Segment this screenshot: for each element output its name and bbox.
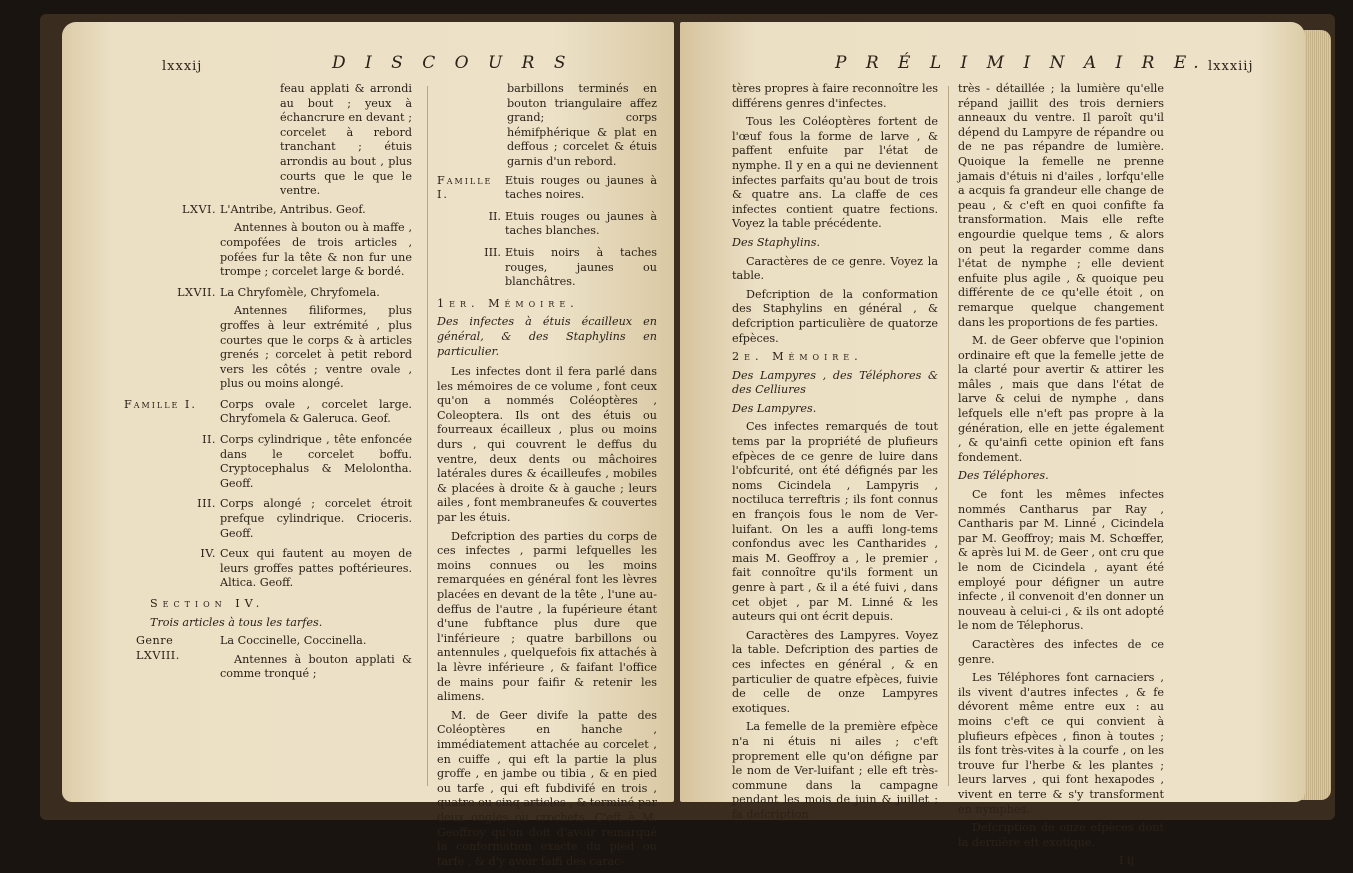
- paragraph: Caractères des infectes de ce genre.: [958, 637, 1164, 666]
- subheading: Des Staphylins.: [732, 235, 821, 249]
- paragraph: Tous les Coléoptères fortent de l'œuf fous la forme de larve , & paffent enfuite par l'état de nymphe. Il y en a qui ne deviennent infectes parfaits qu'au bout de trois & quatre ans. La claffe de ces infectes contient quatre fections. Voyez la table précédente.: [732, 115, 938, 231]
- paragraph: Defcription de la conformation des Staphylins en général , & defcription particulière de quatorze efpèces.: [732, 287, 938, 345]
- paragraph: Les infectes dont il fera parlé dans les mémoires de ce volume , font ceux qu'on a nommés Coléoptères , Coleoptera. Ils ont des étuis ou fourreaux écailleux , plus ou moins durs , qui couvrent le deffus du ventre, deux dents ou mâchoires latérales dures & écailleufes , mobiles & placées à droite & à gauche ; leurs ailes , font membraneufes & couvertes par les étuis.: [437, 365, 657, 525]
- paragraph: Les Téléphores font carnaciers , ils vivent d'autres infectes , & fe dévorent même entre eux : au moins c'eft ce qui convient à plufieurs efpèces , finon à toutes ; ils font très-vites à la courfe , on les trouve fur l'herbe & les plantes ; leurs larves , qui font hexapodes , vivent en terre & s'y transforment en nymphes.: [958, 671, 1164, 816]
- memoire-title: Des infectes à étuis écailleux en général, & des Staphylins en particulier.: [437, 315, 657, 358]
- genus-description: Antennes filiformes, plus groffes à leur extrémité , plus courtes que le corps & à articles grenés ; corcelet à petit rebord vers les côtés ; ventre ovale , plus ou moins alongé.: [220, 304, 412, 391]
- family-entry: [437, 174, 657, 203]
- family-text: Etuis rouges ou jaunes à taches noires.: [505, 173, 657, 202]
- genus-title: La Chryfomèle, Chryfomela.: [220, 285, 380, 299]
- genus-number: LXVI.: [182, 202, 216, 216]
- genus-description: Antennes à bouton applati & comme tronqué ;: [220, 652, 412, 681]
- family-entry: [437, 246, 657, 290]
- subheading: Des Lampyres.: [732, 401, 817, 415]
- left-page: [62, 22, 674, 868]
- paragraph: Caractères de ce genre. Voyez la table.: [732, 254, 938, 283]
- paragraph: M. de Geer divife la patte des Coléoptères en hanche , immédiatement attachée au corcelet , en cuiffe , qui eft la partie la plus groffe , en jambe ou tibia , & en pied ou tarfe , qui eft fubdivifé en trois , quatre ou cinq articles , & terminé par deux ongles ou crochets. C'eft à M. Geoffroy qu'on doit d'avoir remarqué la conformation exacte du pied ou tarfe , & d'y avoir faifi des carac-: [437, 708, 658, 868]
- family-text: Corps cylindrique , tête enfoncée dans le corcelet boffu. Cryptocephalus & Melolontha. Geoff.: [220, 433, 412, 490]
- family-label: Famille I.: [437, 173, 493, 202]
- memoire-title: Des Lampyres , des Téléphores & des Celliures: [732, 368, 938, 397]
- page-edges: [1301, 30, 1331, 800]
- family-entry: [150, 497, 412, 541]
- paragraph: Defcription des parties du corps de ces infectes , parmi lefquelles les moins connues ou les moins remarquées en général font les lèvres placées en devant de la tête , l'une au-deffus de l'autre , la fupérieure étant d'une fubftance plus dure que l'inférieure ; quatre barbillons ou antennules , quelquefois fix attachés à la lèvre inférieure , & faifant l'office de mains pour faifir & retenir les alimens.: [437, 529, 657, 704]
- paragraph: tères propres à faire reconnoître les différens genres d'infectes.: [732, 82, 938, 110]
- paragraph: Defcription de onze efpèces dont la dernière eft exotique.: [958, 821, 1164, 849]
- right-running-title: P R É L I M I N A I R E.: [835, 53, 1206, 73]
- paragraph: M. de Geer obferve que l'opinion ordinaire eft que la femelle jette de la clarté pour avertir & attirer les mâles , mais que dans l'état de larve & celui de nymphe , dans lefquels elle n'eft pas propre à la génération, elle en jette également , & qu'ainfi cette opinion eft fans fondement.: [958, 334, 1164, 464]
- family-label: IV.: [200, 547, 216, 561]
- genus-number: LXVII.: [177, 285, 216, 299]
- signature-mark: I ij: [1118, 854, 1134, 868]
- left-running-title: D I S C O U R S: [332, 53, 573, 73]
- continued-text: barbillons terminés en bouton triangulaire affez grand; corps hémifphérique & plat en deffous ; corcelet & étuis garnis d'un rebord.: [507, 82, 657, 168]
- family-label: III.: [484, 245, 501, 259]
- section-subheading: Trois articles à tous les tarfes.: [150, 615, 323, 629]
- genus-title: La Coccinelle, Coccinella.: [220, 634, 367, 648]
- family-entry: [124, 397, 412, 427]
- paragraph: La femelle de la première efpèce n'a ni étuis ni ailes ; c'eft proprement elle qu'on défigne par le nom de Ver-luifant ; elle eft très-commune dans la campagne pendant les mois de juin & juillet ; fa defcription: [732, 720, 938, 821]
- paragraph: Caractères des Lampyres. Voyez la table. Defcription des parties de ces infectes en général , & en particulier de quatre efpèces, fuivie de celle de onze Lampyres exotiques.: [732, 628, 938, 715]
- left-column-1: [124, 82, 412, 688]
- family-text: Ceux qui fautent au moyen de leurs groffes pattes poftérieures. Altica. Geoff.: [220, 547, 412, 590]
- genus-entry: [150, 203, 412, 280]
- family-text: Etuis rouges ou jaunes à taches blanches.: [505, 209, 657, 238]
- continued-text: feau applati & arrondi au bout ; yeux à échancrure en devant ; corcelet à rebord tranchant ; étuis arrondis au bout , plus courts que le que le ventre.: [280, 82, 412, 198]
- right-column-2: [958, 82, 1164, 873]
- right-page-number: lxxxiij: [1208, 59, 1254, 74]
- family-text: Etuis noirs à taches rouges, jaunes ou blanchâtres.: [505, 245, 657, 289]
- family-label: Famille I.: [124, 397, 197, 411]
- family-entry: [150, 433, 412, 491]
- left-page-number: lxxxij: [162, 59, 203, 74]
- column-rule: [427, 86, 428, 786]
- paragraph: Ces infectes remarqués de tout tems par la propriété de plufieurs efpèces de ce genre de luire dans l'obfcurité, ont été défignés par les noms Cicindela , Lampyris , noctiluca terreftris ; ils font connus en françois fous le nom de Ver-luifant. On les a auffi long-tems confondus avec les Cantharides , mais M. Geoffroy a , le premier , fait connoître qu'ils forment un genre à part , & il a été fuivi , dans cet objet , par M. Linné & les auteurs qui ont écrit depuis.: [732, 420, 938, 624]
- family-entry: [150, 547, 412, 591]
- family-entry: [437, 210, 657, 239]
- family-label: II.: [488, 209, 501, 223]
- paragraph: très - détaillée ; la lumière qu'elle répand jaillit des trois derniers anneaux du ventre. Il paroît qu'il dépend du Lampyre de répandre ou de ne pas répandre de lumière. Quoique la femelle ne prenne jamais d'étuis ni d'ailes , lorfqu'elle a acquis fa grandeur elle change de peau , & c'eft en quoi confifte fa transformation. Mais elle refte engourdie quelque tems , & alors on peut la regarder comme dans l'état de nymphe ; elle devient enfuite plus agile , & quoique peu différente de ce qu'elle étoit , on remarque quelque changement dans les proportions de fes parties.: [958, 82, 1164, 329]
- subheading: Des Téléphores.: [958, 469, 1049, 483]
- memoire-heading: 2e. Mémoire.: [732, 350, 863, 364]
- family-text: Corps ovale , corcelet large. Chryfomela & Galeruca. Geof.: [220, 397, 412, 426]
- family-label: III.: [197, 497, 216, 511]
- genus-number: Genre LXVIII.: [136, 634, 180, 662]
- memoire-heading: 1er. Mémoire.: [437, 296, 579, 310]
- family-text: Corps alongé ; corcelet étroit prefque cylindrique. Crioceris. Geoff.: [220, 497, 412, 540]
- genus-title: L'Antribe, Antribus. Geof.: [220, 202, 366, 216]
- genus-entry: [136, 634, 412, 682]
- family-label: II.: [202, 433, 216, 447]
- genus-description: Antennes à bouton ou à maffe , compofées de trois articles , pofées fur la tête & non fur une trompe ; corcelet large & bordé.: [220, 221, 412, 279]
- paragraph: Ce font les mêmes infectes nommés Cantharus par Ray , Cantharis par M. Linné , Cicindela par M. Geoffroy; mais M. Schœffer, & après lui M. de Geer , ont cru que le nom de Cicindela , ayant été employé pour défigner un autre infecte , il convenoit d'en donner un nouveau à celui-ci , & ils ont adopté le nom de Télephorus.: [958, 488, 1164, 633]
- right-column-1: [732, 82, 938, 827]
- section-heading: Section IV.: [150, 597, 265, 610]
- column-rule: [948, 86, 949, 786]
- left-column-2: [437, 82, 657, 873]
- genus-entry: [150, 286, 412, 392]
- right-page: [680, 22, 1305, 868]
